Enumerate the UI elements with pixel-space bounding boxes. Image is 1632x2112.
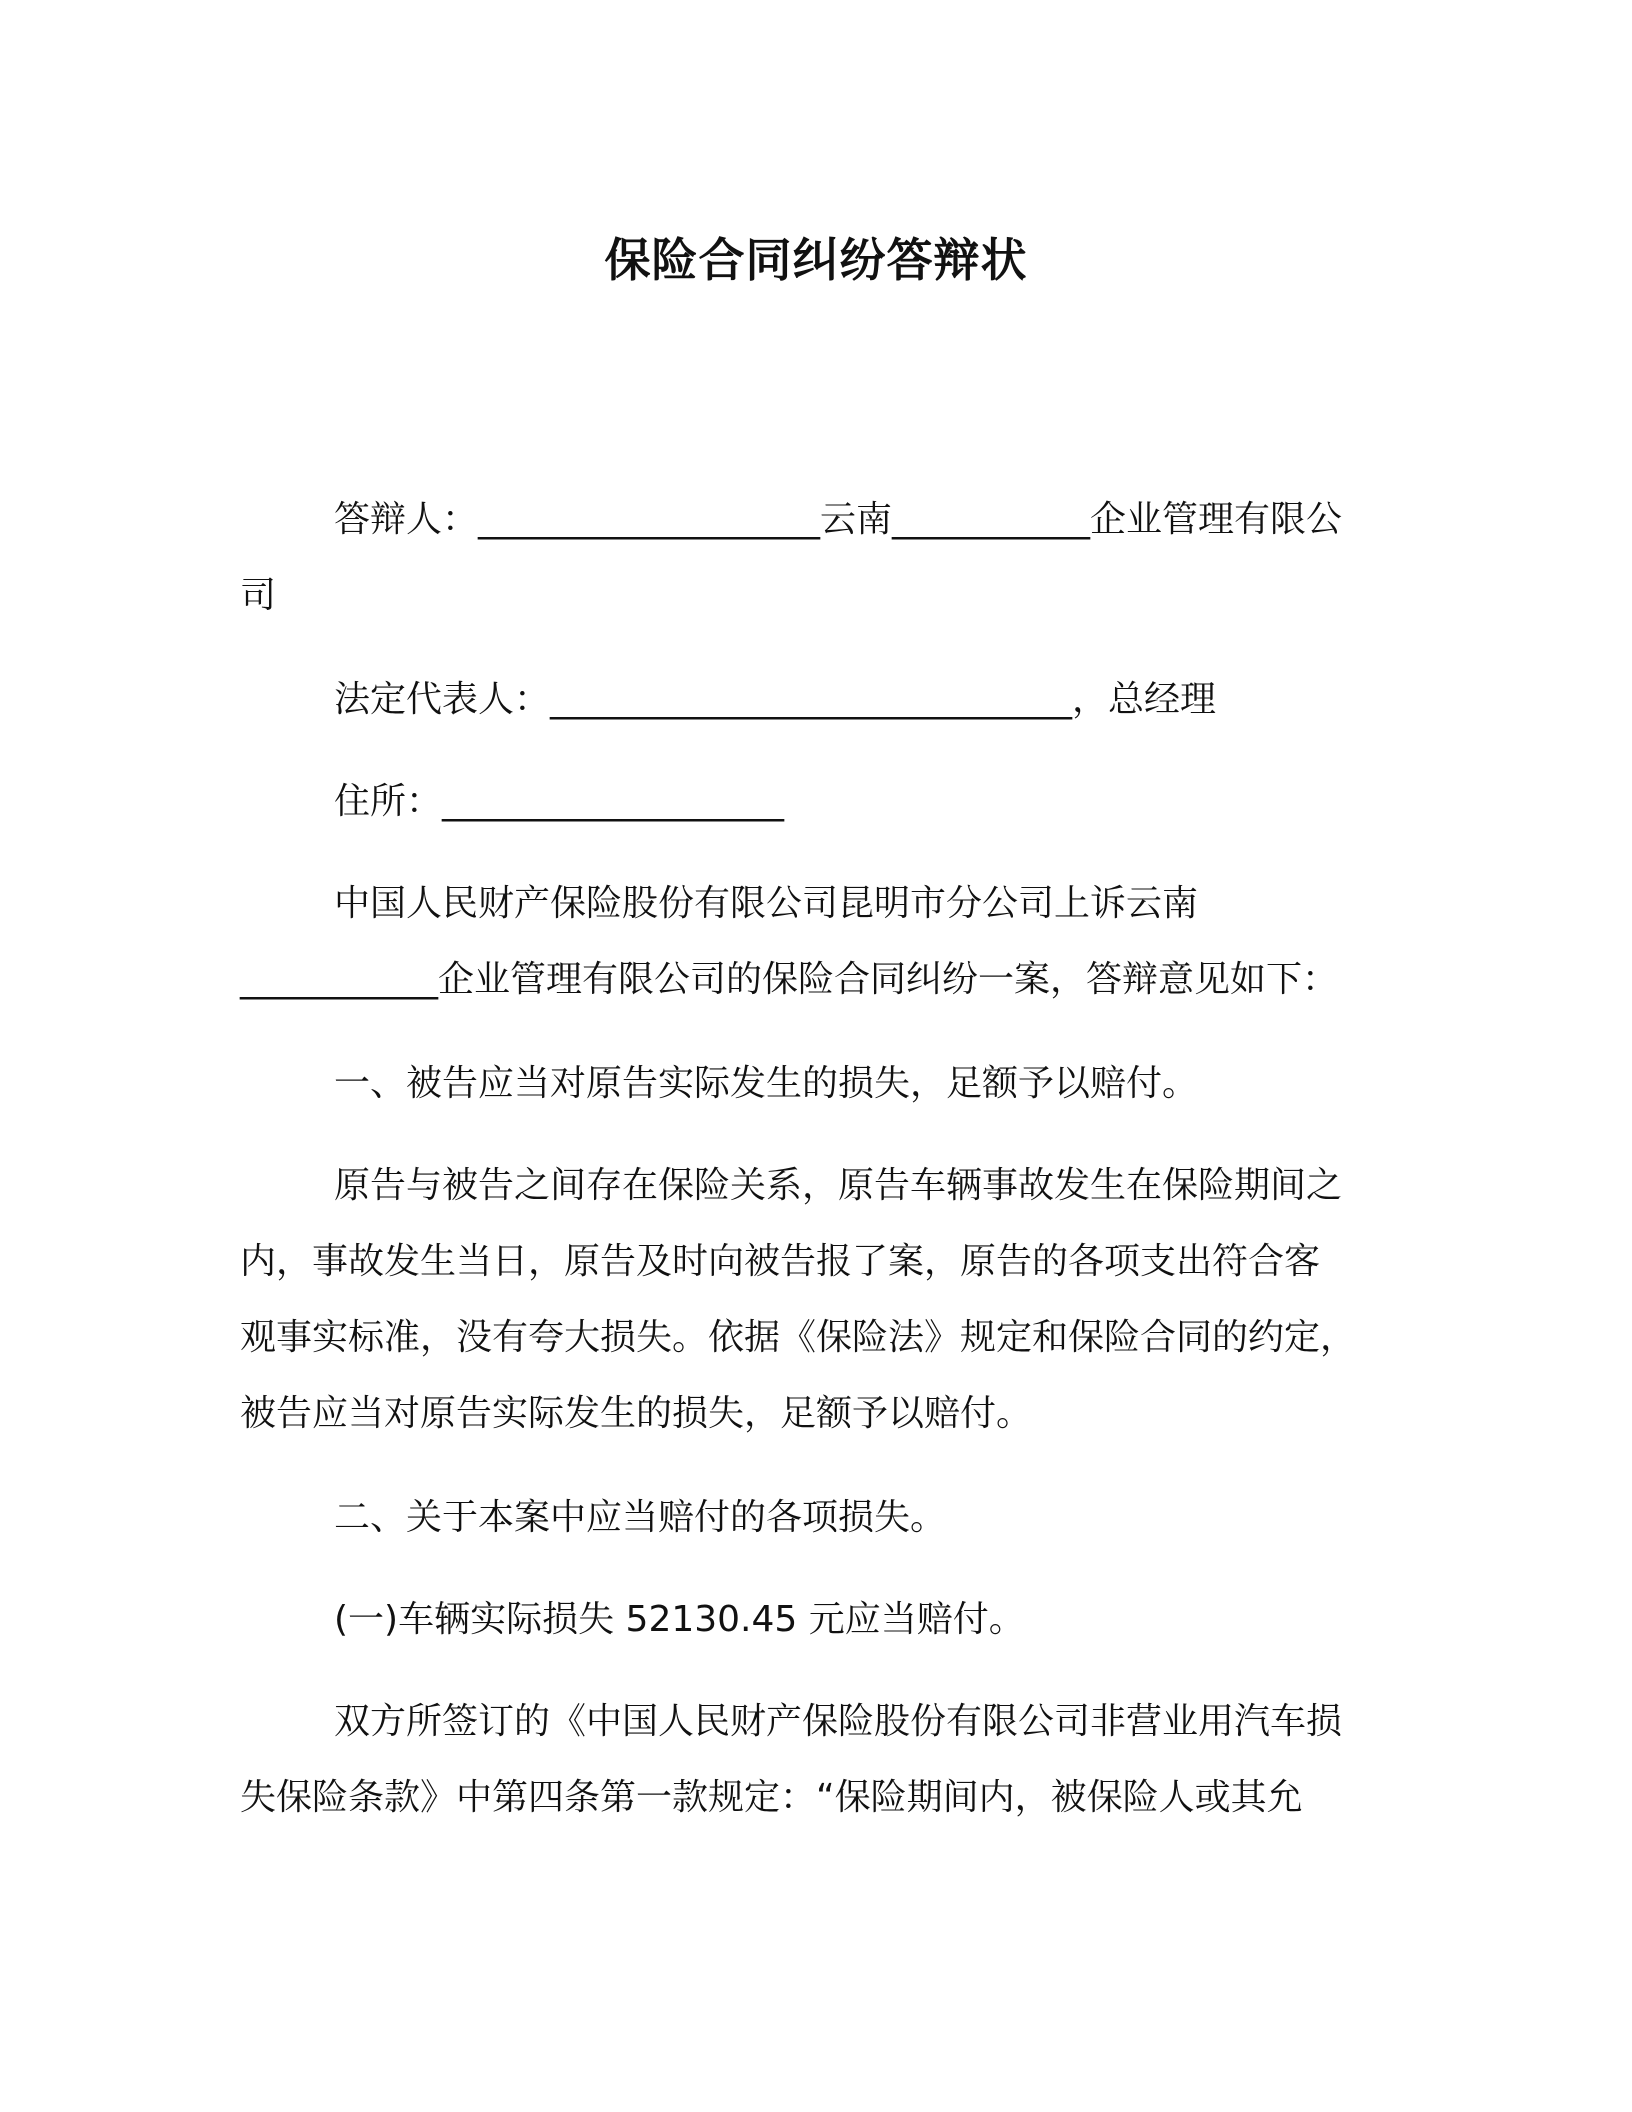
section-heading-2: 二、关于本案中应当赔付的各项损失。: [334, 1497, 947, 1538]
intro-paragraph-line-1: 中国人民财产保险股份有限公司昆明市分公司上诉云南: [334, 883, 1199, 924]
subsection-1-paragraph-line-2: 失保险条款》中第四条第一款规定：“保险期间内，被保险人或其允: [240, 1777, 1303, 1818]
section-1-paragraph-line-1: 原告与被告之间存在保险关系，原告车辆事故发生在保险期间之: [334, 1165, 1343, 1206]
address-line: 住所：___________________: [334, 781, 785, 822]
respondent-line: 答辩人：___________________云南___________企业管理有限公: [334, 499, 1343, 540]
section-heading-1: 一、被告应当对原告实际发生的损失，足额予以赔付。: [334, 1063, 1199, 1104]
document-title: 保险合同纠纷答辩状: [604, 233, 1028, 287]
intro-paragraph-line-2: ___________企业管理有限公司的保险合同纠纷一案，答辩意见如下：: [240, 959, 1339, 1000]
section-1-paragraph-line-2: 内，事故发生当日，原告及时向被告报了案，原告的各项支出符合客: [240, 1241, 1321, 1282]
legal-rep-line: 法定代表人：_____________________________，总经理: [334, 679, 1217, 720]
section-1-paragraph-line-3: 观事实标准，没有夸大损失。依据《保险法》规定和保险合同的约定，: [240, 1317, 1357, 1358]
section-1-paragraph-line-4: 被告应当对原告实际发生的损失，足额予以赔付。: [240, 1393, 1033, 1434]
respondent-line-cont: 司: [240, 575, 277, 616]
subsection-1-paragraph-line-1: 双方所签订的《中国人民财产保险股份有限公司非营业用汽车损: [334, 1701, 1343, 1742]
subsection-heading-1: (一)车辆实际损失 52130.45 元应当赔付。: [334, 1599, 1025, 1640]
